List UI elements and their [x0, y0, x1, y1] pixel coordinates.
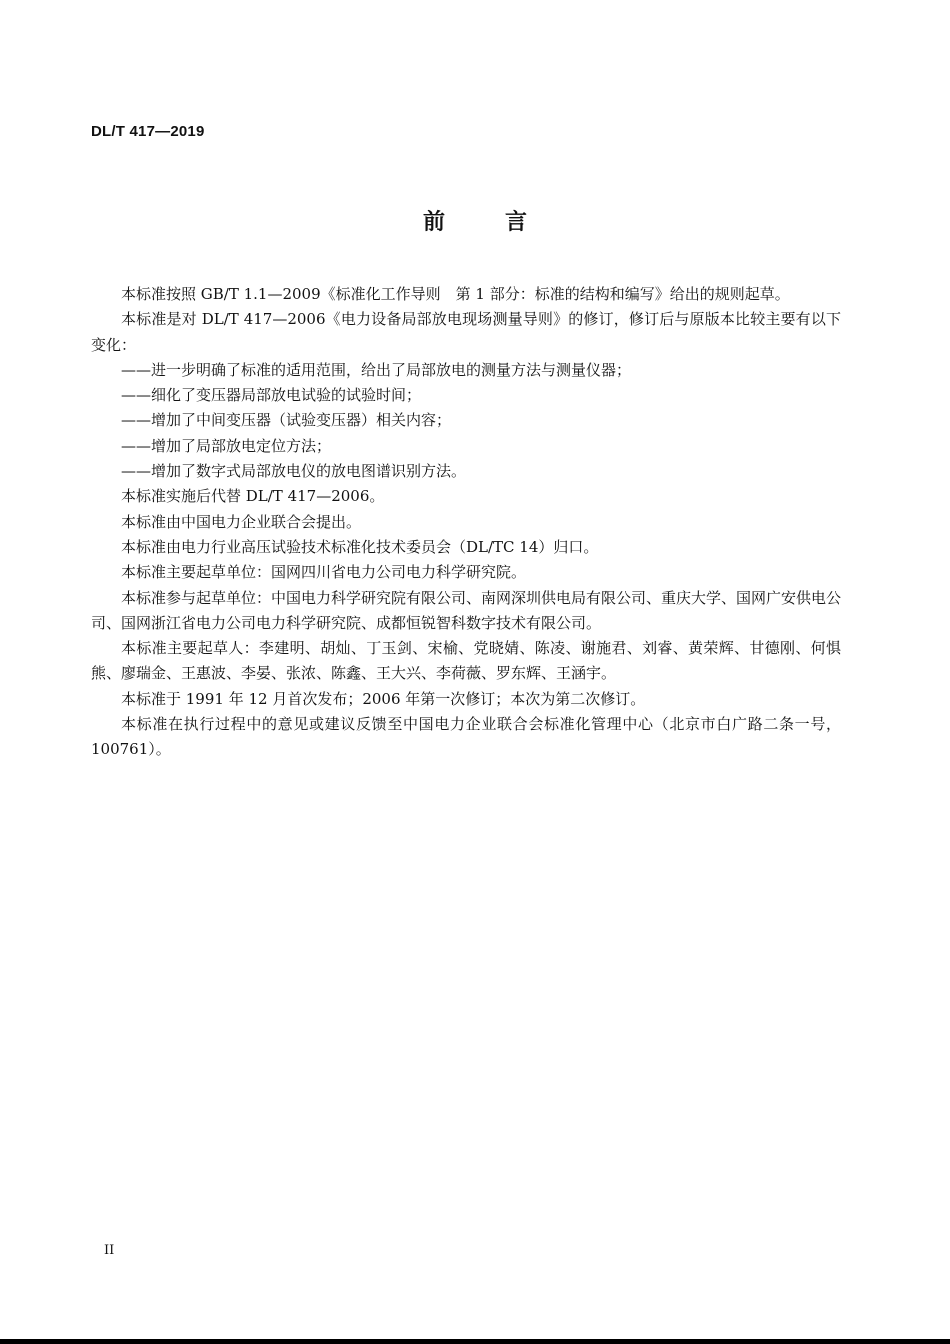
change-item: ——增加了数字式局部放电仪的放电图谱识别方法。 — [121, 462, 467, 481]
page-title: 前言 — [422, 210, 587, 235]
paragraph-main-drafter-unit: 本标准主要起草单位：国网四川省电力公司电力科学研究院。 — [121, 563, 527, 582]
paragraph-revision-intro: 本标准是对 DL/T 417—2006《电力设备局部放电现场测量导则》的修订，修订后与原版本比较主要有以下变化： — [91, 310, 841, 354]
page-number: II — [104, 1243, 115, 1258]
bottom-border — [0, 1339, 950, 1344]
paragraph-feedback: 本标准在执行过程中的意见或建议反馈至中国电力企业联合会标准化管理中心（北京市白广路二条一号，100761）。 — [91, 715, 841, 759]
paragraph-drafting-rules: 本标准按照 GB/T 1.1—2009《标准化工作导则 第 1 部分：标准的结构和编写》给出的规则起草。 — [121, 285, 790, 303]
change-item: ——进一步明确了标准的适用范围，给出了局部放电的测量方法与测量仪器； — [121, 360, 632, 379]
paragraph-managed-by: 本标准由电力行业高压试验技术标准化技术委员会（DL/TC 14）归口。 — [121, 537, 599, 556]
paragraph-publication-history: 本标准于 1991 年 12 月首次发布；2006 年第一次修订；本次为第二次修订。 — [121, 689, 646, 708]
change-item: ——细化了变压器局部放电试验的试验时间； — [121, 386, 422, 405]
paragraph-proposed-by: 本标准由中国电力企业联合会提出。 — [121, 512, 362, 531]
paragraph-replaces: 本标准实施后代替 DL/T 417—2006。 — [121, 487, 385, 506]
paragraph-participating-units: 本标准参与起草单位：中国电力科学研究院有限公司、南网深圳供电局有限公司、重庆大学、国网广安供电公司、国网浙江省电力公司电力科学研究院、成都恒锐智科数字技术有限公司。 — [91, 588, 842, 632]
change-item: ——增加了中间变压器（试验变压器）相关内容； — [121, 411, 452, 430]
change-item: ——增加了局部放电定位方法； — [121, 436, 332, 455]
foreword-body — [91, 282, 841, 763]
paragraph-main-drafters: 本标准主要起草人：李建明、胡灿、丁玉剑、宋榆、党晓婧、陈凌、谢施君、刘睿、黄荣辉、甘德刚、何惧熊、廖瑞金、王惠波、李晏、张浓、陈鑫、王大兴、李荷薇、罗东辉、王涵宇。 — [91, 639, 841, 683]
document-code: DL/T 417—2019 — [91, 123, 205, 140]
